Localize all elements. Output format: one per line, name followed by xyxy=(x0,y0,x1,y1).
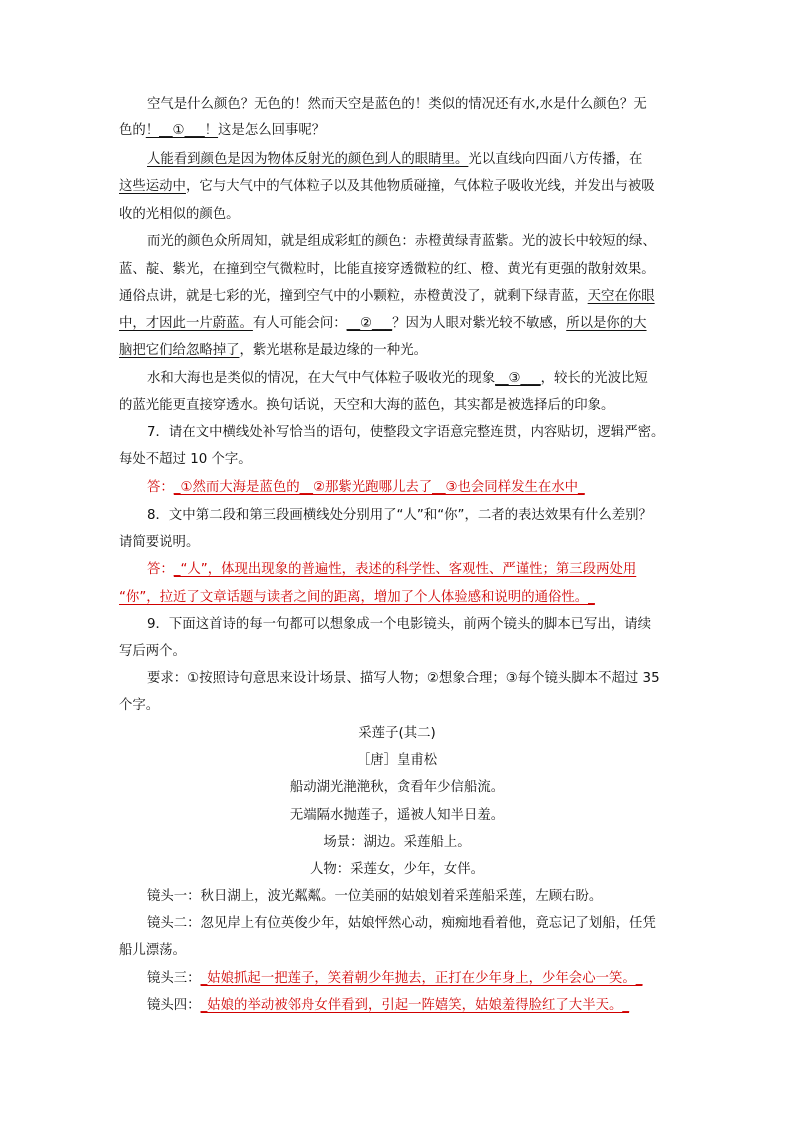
underlined-text: 所以是你的大 xyxy=(566,316,647,331)
text: 采莲子(其二) xyxy=(358,726,436,741)
text: 7．请在文中横线处补写恰当的语句，使整段文字语意完整连贯，内容贴切，逻辑严密。 xyxy=(147,425,665,440)
text: 通俗点讲，就是七彩的光，撞到空气中的小颗粒，赤橙黄没了，就剩下绿青蓝， xyxy=(119,289,588,304)
shot-label: 镜头三： xyxy=(147,971,201,986)
text: 无端隔水抛莲子，遥被人知半日羞。 xyxy=(289,808,505,823)
answer-7 xyxy=(147,475,585,501)
question-8 xyxy=(147,503,652,529)
passage-line xyxy=(119,257,655,283)
text: 请简要说明。 xyxy=(119,535,200,550)
passage-line xyxy=(147,366,648,392)
text: 光以直线向四面八方传播，在 xyxy=(468,152,643,167)
text: 船儿漂荡。 xyxy=(119,943,186,958)
passage-line xyxy=(119,311,647,337)
question-9-cont xyxy=(119,639,186,665)
text: 收的光相似的颜色。 xyxy=(119,207,240,222)
shot-3 xyxy=(147,966,642,992)
poem-author xyxy=(0,748,794,774)
passage-line xyxy=(119,338,427,364)
answer-8 xyxy=(147,557,636,583)
text: 蓝、靛、紫光，在撞到空气微粒时，比能直接穿透微粒的红、橙、黄光有更强的散射效果。 xyxy=(119,262,655,277)
text: 个字。 xyxy=(119,698,160,713)
shot-2 xyxy=(147,911,656,937)
text: 的蓝光能更直接穿透水。换句话说，天空和大海的蓝色，其实都是被选择后的印象。 xyxy=(119,398,615,413)
text: 镜头一：秋日湖上，波光粼粼。一位美丽的姑娘划着采莲船采莲，左顾右盼。 xyxy=(147,889,603,904)
question-7-cont xyxy=(119,447,252,473)
underlined-text: 这些运动中 xyxy=(119,179,186,194)
text: 船动湖光滟滟秋，贪看年少信船流。 xyxy=(289,780,505,795)
passage-line xyxy=(147,229,656,255)
text: ？因为人眼对紫光较不敏感， xyxy=(392,316,567,331)
blank-2: __②___ xyxy=(346,316,393,331)
poem-title xyxy=(0,721,794,747)
answer-text: “你”，拉近了文章话题与读者之间的距离，增加了个人体验感和说明的通俗性。_ xyxy=(119,590,595,605)
blank-1: ！__①___！ xyxy=(145,123,219,138)
answer-label: 答： xyxy=(147,480,174,495)
text: ，紫光堪称是最边缘的一种光。 xyxy=(239,343,427,358)
shot-2-cont xyxy=(119,938,186,964)
poem-line xyxy=(0,775,794,801)
shot-1 xyxy=(147,884,602,910)
text: 而光的颜色众所周知，就是组成彩虹的颜色：赤橙黄绿青蓝紫。光的波长中较短的绿、 xyxy=(147,234,656,249)
text: 这是怎么回事呢？ xyxy=(218,123,326,138)
scene xyxy=(0,830,794,856)
text: 水和大海也是类似的情况，在大气中气体粒子吸收光的现象 xyxy=(147,371,496,386)
text: 人物：采莲女，少年，女伴。 xyxy=(309,862,485,877)
text: ［唐］皇甫松 xyxy=(356,753,438,768)
text: 8．文中第二段和第三段画横线处分别用了“人”和“你”，二者的表达效果有什么差别？ xyxy=(147,508,652,523)
question-7 xyxy=(147,420,664,446)
shot-label: 镜头四： xyxy=(147,998,201,1013)
text: ，较长的光波比短 xyxy=(540,371,648,386)
passage-line xyxy=(119,284,655,310)
answer-text: _“人”，体现出现象的普遍性，表述的科学性、客观性、严谨性；第三段两处用 xyxy=(173,562,637,577)
poem-line xyxy=(0,803,794,829)
answer-label: 答： xyxy=(147,562,174,577)
passage-line xyxy=(119,118,325,144)
shot-4 xyxy=(147,993,629,1019)
text: 要求：①按照诗句意思来设计场景、描写人物；②想象合理；③每个镜头脚本不超过 35 xyxy=(147,671,660,686)
text: 空气是什么颜色？无色的！然而天空是蓝色的！类似的情况还有水,水是什么颜色？无 xyxy=(147,97,647,112)
text: 9．下面这首诗的每一句都可以想象成一个电影镜头，前两个镜头的脚本已写出，请续 xyxy=(147,617,651,632)
underlined-text: 脑把它们给忽略掉了 xyxy=(119,343,240,358)
text: 有人可能会问： xyxy=(252,316,347,331)
text: 场景：湖边。采莲船上。 xyxy=(323,835,471,850)
underlined-text: 中，才因此一片蔚蓝。 xyxy=(119,316,253,331)
passage-line xyxy=(147,92,647,118)
text: 写后两个。 xyxy=(119,644,186,659)
requirements-cont xyxy=(119,693,159,719)
underlined-text: 天空在你眼 xyxy=(587,289,655,304)
text: ，它与大气中的气体粒子以及其他物质碰撞，气体粒子吸收光线，并发出与被吸 xyxy=(185,179,655,194)
answer-text: _①然而大海是蓝色的__②那紫光跑哪儿去了__③也会同样发生在水中_ xyxy=(173,480,585,495)
passage-line xyxy=(119,174,655,200)
passage-line xyxy=(147,147,642,173)
passage-line xyxy=(119,202,240,228)
answer-text: _姑娘抓起一把莲子，笑着朝少年抛去，正打在少年身上，少年会心一笑。_ xyxy=(200,971,643,986)
answer-text: _姑娘的举动被邻舟女伴看到，引起一阵嬉笑，姑娘羞得脸红了大半天。_ xyxy=(200,998,630,1013)
text: 色的 xyxy=(119,123,146,138)
requirements xyxy=(147,666,660,692)
underlined-text: 人能看到颜色是因为物体反射光的颜色到人的眼睛里。 xyxy=(147,152,469,167)
question-9 xyxy=(147,612,651,638)
text: 镜头二：忽见岸上有位英俊少年，姑娘怦然心动，痴痴地看着他，竟忘记了划船，任凭 xyxy=(147,916,656,931)
question-8-cont xyxy=(119,530,199,556)
answer-8-cont xyxy=(119,585,595,611)
text: 每处不超过 10 个字。 xyxy=(119,452,252,467)
blank-3: __③___ xyxy=(495,371,541,386)
passage-line xyxy=(119,393,614,419)
characters xyxy=(0,857,794,883)
